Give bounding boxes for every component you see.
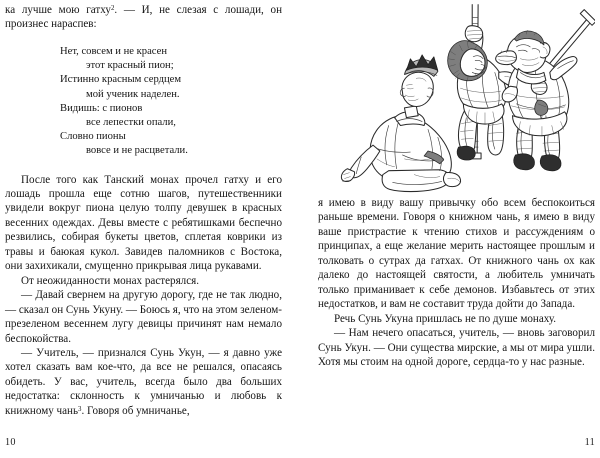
right-page <box>300 0 600 458</box>
footnote-marker-3: 3 <box>78 405 82 413</box>
poem-line-2: этот красный пион; <box>86 60 174 72</box>
page-number-left: 10 <box>5 436 16 448</box>
paragraph-monk-speech: — Давай свернем на другую дорогу, где не так людно, — сказал он Сунь Укуну. — Боюсь я, что на этом зеленом-презеленом весеннем лугу девицы причинят нам немало беспокойства. <box>5 289 282 345</box>
paragraph-sun-wukong-speech-lead: — Учитель, — признался Сунь Укун, — я давно уже хотел сказать вам кое-что, да все не решался, опасаясь обидеть. У вас, учитель, всегда было два больших недостатка: склонность к умничанью и любовь к книжному чань <box>5 346 282 417</box>
poem-line-4: мой ученик наделен. <box>86 88 180 100</box>
poem-line-3: Истинно красным сердцем <box>60 74 182 86</box>
poem-line-7: Словно пионы <box>60 131 126 143</box>
paragraph-gatha-intro-rest: . — И, не слезая с лошади, он произнес нараспев: <box>5 4 283 31</box>
paragraph-monk-displeased: Речь Сунь Укуна пришлась не по душе монаху. <box>334 312 557 325</box>
paragraph-gatha-intro <box>5 3 282 32</box>
paragraph-gatha-intro-lead: ка лучше мою гатху <box>5 4 111 16</box>
poem-block <box>5 45 282 159</box>
right-page-text-column <box>318 196 595 369</box>
poem-line-1: Нет, совсем и не красен <box>60 45 167 57</box>
paragraph-monk-confused: От неожиданности монах растерялся. <box>21 274 200 287</box>
paragraph-sun-wukong-speech <box>5 346 282 418</box>
illustration-container <box>318 0 595 196</box>
page-number-right: 11 <box>584 436 595 448</box>
paragraph-sun-wukong-speech-continued: я имею в виду вашу привычку обо всем беспокоиться раньше времени. Говоря о книжном чань, я имею в виду ваше пристрастие к чтению стихов и рассуждениям о принципах, а еще желание мерить настоящее прошлым и толковать о сутрах да гатхах. От книжного чань ох как далеко до настоящей святости, а любитель умничать только приманивает к себе демонов. Избавьтесь от этих недостатков, и вам не составит труда дойти до Запада. <box>318 197 595 311</box>
poem-line-5: Видишь: с пионов <box>60 102 143 114</box>
footnote-marker-2: 2 <box>110 4 115 12</box>
ink-drawing-three-pilgrims-icon <box>318 0 595 196</box>
paragraph-sun-wukong-reply: — Нам нечего опасаться, учитель, — вновь заговорил Сунь Укун. — Они существа мирские, а мы от мира ушли. Хотя мы стоим на одной дороге, сердца-то у нас разные. <box>318 327 595 368</box>
paragraph-maidens: После того как Танский монах прочел гатху и его лошадь прошла еще сотню шагов, путешественники увидели вокруг пиона целую толпу девушек в красных весенних одеждах. Девы вместе с ребятишками беспечно резвились, собирая букеты цветов, сплетая коврики из травы и баюкая кукол. Завидев паломников с Востока, они захихикали, смущенно прикрывая лица рукавами. <box>5 173 282 273</box>
poem-line-8: вовсе и не расцветали. <box>86 145 188 157</box>
paragraph-sun-wukong-speech-rest: . Говоря об умничанье, <box>81 404 190 417</box>
left-page-text-column <box>5 3 282 418</box>
poem-line-6: все лепестки опали, <box>86 116 176 128</box>
